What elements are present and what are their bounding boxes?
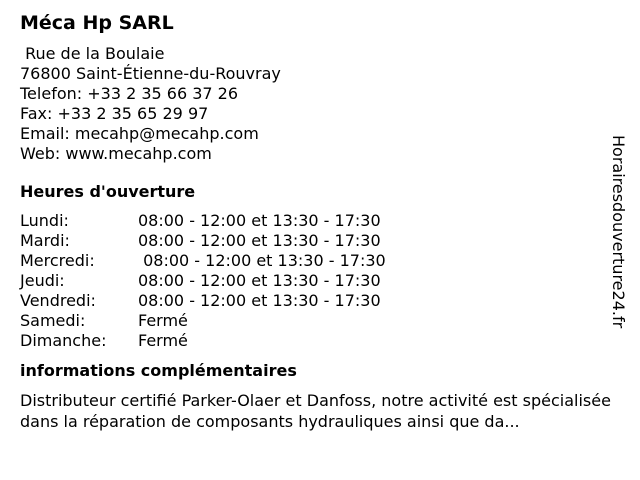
hours-value: 08:00 - 12:00 et 13:30 - 17:30: [138, 271, 381, 290]
hours-day-label: Jeudi:: [20, 271, 65, 290]
business-card: [20, 10, 610, 432]
hours-row-friday: [20, 291, 610, 311]
hours-day-label: Vendredi:: [20, 291, 96, 310]
additional-info-title: informations complémentaires: [20, 361, 297, 380]
hours-day-label: Mercredi:: [20, 251, 95, 270]
additional-info-text: Distributeur certifié Parker-Olaer et Danfoss, notre activité est spécialisée dans la réparation de composants hydrauliques ainsi que da...: [20, 391, 611, 431]
opening-hours-table: [20, 211, 610, 351]
fax-number: Fax: +33 2 35 65 29 97: [20, 104, 209, 123]
hours-day-label: Lundi:: [20, 211, 69, 230]
hours-day-label: Samedi:: [20, 311, 86, 330]
hours-day-label: Mardi:: [20, 231, 70, 250]
hours-row-tuesday: [20, 231, 610, 251]
website-address: Web: www.mecahp.com: [20, 144, 212, 163]
site-watermark: Horairesdouverture24.fr: [609, 135, 628, 329]
hours-row-thursday: [20, 271, 610, 291]
hours-day-label: Dimanche:: [20, 331, 107, 350]
hours-value: 08:00 - 12:00 et 13:30 - 17:30: [138, 251, 386, 270]
hours-row-sunday: [20, 331, 610, 351]
email-address: Email: mecahp@mecahp.com: [20, 124, 259, 143]
hours-value: Fermé: [138, 331, 188, 350]
opening-hours-title: Heures d'ouverture: [20, 182, 196, 201]
hours-value: 08:00 - 12:00 et 13:30 - 17:30: [138, 211, 381, 230]
hours-value: 08:00 - 12:00 et 13:30 - 17:30: [138, 231, 381, 250]
phone-number: Telefon: +33 2 35 66 37 26: [20, 84, 239, 103]
address-city: 76800 Saint-Étienne-du-Rouvray: [20, 64, 281, 83]
hours-value: 08:00 - 12:00 et 13:30 - 17:30: [138, 291, 381, 310]
hours-row-saturday: [20, 311, 610, 331]
address-street: Rue de la Boulaie: [20, 44, 165, 63]
hours-row-wednesday: [20, 251, 610, 271]
hours-row-monday: [20, 211, 610, 231]
business-name: Méca Hp SARL: [20, 12, 174, 34]
hours-value: Fermé: [138, 311, 188, 330]
